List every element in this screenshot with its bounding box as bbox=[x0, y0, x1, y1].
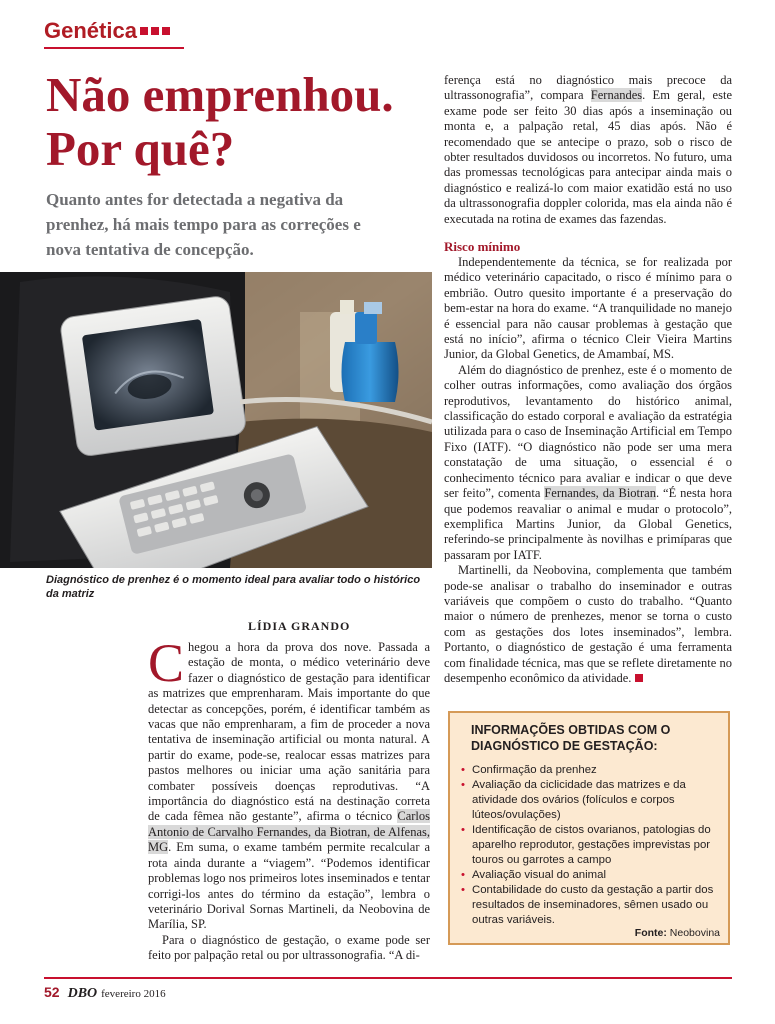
source-label: Fonte: bbox=[634, 927, 667, 939]
list-item bbox=[458, 883, 722, 928]
paragraph-text: hegou a hora da prova dos nove. Passada a estação de monta, o médico veterinário deve fazer o diagnóstico de gestação para identificar as matrizes que emprenharam. Mais importante do que detectar as concepções, porém, é identificar também as vacas que não emprenharam, a fim de proceder a nova tentativa de inseminação artificial ou monta natural. A partir do exame, pode-se, realocar essas matrizes para pastos melhores ou iniciar uma ação sanitária para combater possíveis doenças reprodutivas. “A importância do diagnóstico está na destinação correta de cada fêmea não gestante”, afirma o técnico bbox=[148, 640, 430, 824]
photo-caption: Diagnóstico de prenhez é o momento ideal para avaliar todo o histórico da matriz bbox=[46, 574, 421, 600]
paragraph bbox=[148, 633, 430, 933]
bullet-icon: • bbox=[461, 779, 465, 791]
paragraph: Independentemente da técnica, se for realizada por médico veterinário capacitado, o risco é mínimo para o embrião. Outro quesito importante é a preservação do bem-estar na hora do exame. “A tranquilidade no manejo é essencial para não causar problemas à gestação que está no início”, afirma o técnico Cleir Vieira Martins Junior, da Global Genetics, de Amambaí, MS. bbox=[444, 255, 732, 362]
info-box-source bbox=[635, 927, 720, 939]
paragraph bbox=[444, 73, 732, 227]
list-item bbox=[458, 763, 722, 778]
paragraph: Para o diagnóstico de gestação, o exame pode ser feito por palpação retal ou por ultrassonografia. “A di- bbox=[148, 932, 430, 963]
list-item-text: Confirmação da prenhez bbox=[472, 764, 597, 776]
paragraph-text: Martinelli, da Neobovina, complementa que também pode-se analisar o trabalho do inseminador e outras variáveis que compõem o custo do trabalho. “Quanto maior o número de prenhezes, menor se torna o custo com as gestações dos lotes inseminados”, lembra. Portanto, o diagnóstico de gestação é uma ferramenta com finalidade técnica, mas que se reflete diretamente no desempenho econômico da atividade. bbox=[444, 563, 732, 685]
paragraph-text: . Em geral, este exame pode ser feito 30 dias após a inseminação ou monta e, a palpação retal, 45 dias após. Não é recomendado que se antecipe o prazo, sob o risco de obter resultados duvidosos ou incorretos. No futuro, uma das promessas tecnológicas para antecipar ainda mais o diagnóstico e realizá-lo com maior exatidão está no uso da ultrassonografia doppler colorida, mas ela ainda não é executada na rotina de exames das fazendas. bbox=[444, 88, 732, 226]
ultrasound-photo bbox=[0, 272, 432, 568]
ultrasound-photo-illustration bbox=[0, 272, 432, 568]
list-item-text: Contabilidade do custo da gestação a partir dos resultados de inseminadores, sêmen usado ou outras variáveis. bbox=[472, 884, 714, 926]
list-item bbox=[458, 778, 722, 823]
article-column-1 bbox=[148, 633, 430, 964]
headline bbox=[46, 68, 436, 176]
paragraph bbox=[444, 363, 732, 563]
section-square bbox=[151, 27, 159, 35]
highlighted-name: Carlos Antonio de Carvalho Fernandes, da Biotran, de Alfenas, MG bbox=[148, 809, 430, 855]
end-mark bbox=[635, 674, 643, 682]
article-column-3 bbox=[444, 255, 732, 686]
info-box-title: INFORMAÇÕES OBTIDAS COM O DIAGNÓSTICO DE GESTAÇÃO: bbox=[471, 723, 671, 753]
bullet-icon: • bbox=[461, 869, 465, 881]
bullet-icon: • bbox=[461, 884, 465, 896]
list-item-text: Identificação de cistos ovarianos, patologias do aparelho reprodutor, gestações imprevistas por touros ou garrotes a campo bbox=[472, 824, 711, 866]
source-value: Neobovina bbox=[669, 927, 720, 939]
drop-cap: C bbox=[148, 633, 185, 693]
page-footer bbox=[44, 984, 166, 1002]
section-header bbox=[44, 18, 170, 44]
article-column-2 bbox=[444, 73, 732, 227]
author-byline: LÍDIA GRANDO bbox=[248, 619, 351, 633]
section-title: Genética bbox=[44, 18, 137, 43]
paragraph-text: . “É nesta hora que podemos reavaliar o animal e mudar o protocolo”, exemplifica Martins Junior, da Global Genetics, referindo-se principalmente às novilhas e primíparas que passaram por IATF. bbox=[444, 486, 732, 562]
section-square bbox=[162, 27, 170, 35]
list-item-text: Avaliação visual do animal bbox=[472, 869, 607, 881]
list-item-text: Avaliação da ciclicidade das matrizes e da atividade dos ovários (folículos e corpos lúteos/ovulações) bbox=[472, 779, 686, 821]
list-item bbox=[458, 868, 722, 883]
section-rule bbox=[44, 47, 184, 49]
highlighted-name: Fernandes, da Biotran bbox=[544, 486, 656, 501]
headline-line1: Não emprenhou. bbox=[46, 67, 394, 122]
subhead: Risco mínimo bbox=[444, 239, 521, 254]
magazine-name: DBO bbox=[67, 986, 98, 1001]
issue-date: fevereiro 2016 bbox=[101, 988, 166, 1000]
paragraph-text: Além do diagnóstico de prenhez, este é o momento de colher outras informações, como avaliação dos órgãos reprodutivos, levantamento do histórico animal, classificação do estado corporal e avaliação da estratégia utilizada para o caso de Inseminação Artificial em Tempo Fixo (IATF). “O diagnóstico não pode ser uma mera constatação de uma situação, o essencial é o conhecimento técnico para avaliar e indicar o que deve ser feito”, comenta bbox=[444, 362, 732, 501]
paragraph-text: . Em suma, o exame também permite recalcular a rota ainda durante a “viagem”. “Podemos identificar problemas logo nos primeiros lotes inseminados e tentar corrigi-los antes do término da estação”, lembra o veterinário Dorival Sornas Martineli, da Neobovina de Marília, SP. bbox=[148, 840, 430, 932]
paragraph-text: ferença está no diagnóstico mais precoce da ultrassonografia”, compara bbox=[444, 73, 732, 103]
section-square bbox=[140, 27, 148, 35]
footer-rule bbox=[44, 977, 732, 979]
list-item bbox=[458, 823, 722, 868]
highlighted-name: Fernandes bbox=[590, 88, 643, 103]
info-box-list bbox=[458, 763, 722, 928]
deck: Quanto antes for detectada a negativa da prenhez, há mais tempo para as correções e nova tentativa de concepção. bbox=[46, 190, 361, 259]
paragraph bbox=[444, 563, 732, 686]
bullet-icon: • bbox=[461, 764, 465, 776]
info-box bbox=[448, 711, 730, 945]
bullet-icon: • bbox=[461, 824, 465, 836]
headline-line2: Por quê? bbox=[46, 121, 235, 176]
page-number: 52 bbox=[44, 984, 60, 1000]
